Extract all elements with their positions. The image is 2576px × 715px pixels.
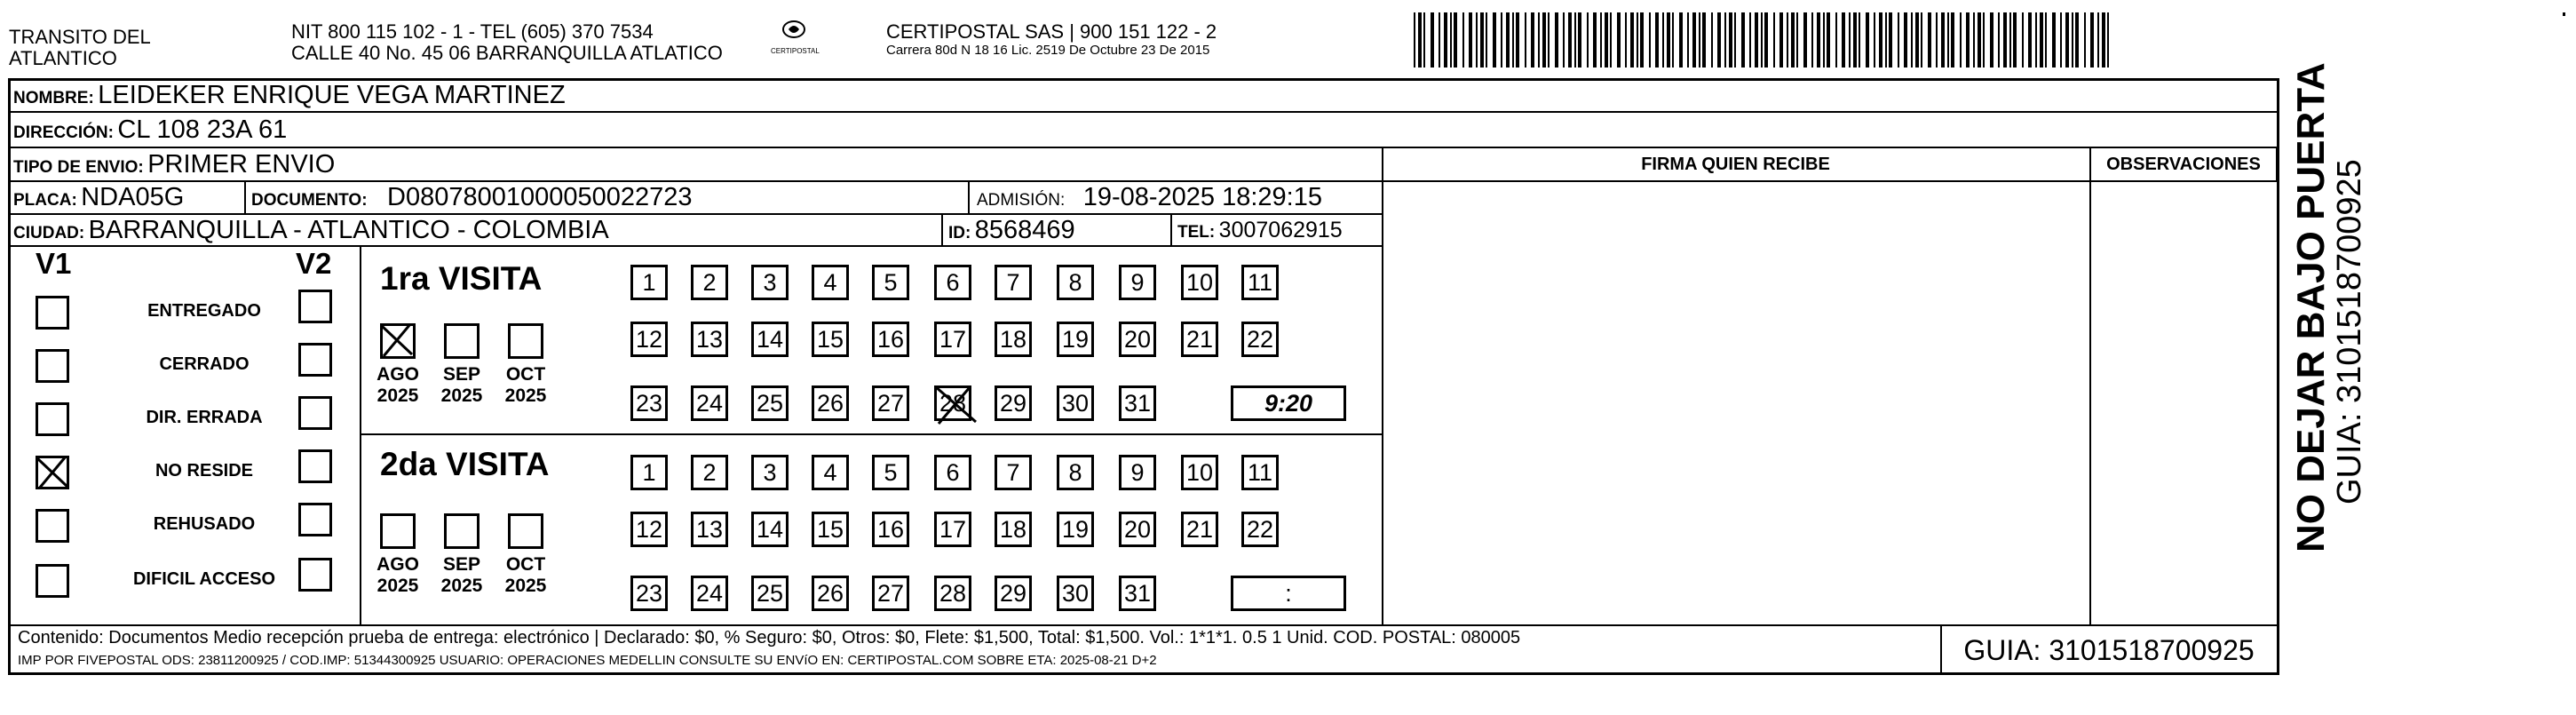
id-value: 8568469: [974, 216, 1075, 244]
barcode-bar: [1990, 12, 1993, 68]
barcode-bar: [1791, 12, 1795, 68]
day-box[interactable]: 22: [1241, 512, 1279, 547]
barcode-bar: [2084, 12, 2086, 68]
barcode-bar: [1734, 12, 1736, 68]
barcode-bar: [1516, 12, 1519, 68]
barcode-bar: [1779, 12, 1783, 68]
placa-label: PLACA:: [13, 191, 77, 210]
day-box[interactable]: 4: [812, 455, 849, 490]
day-box[interactable]: 8: [1057, 455, 1094, 490]
barcode-bar: [1637, 12, 1638, 68]
footer-imp: IMP POR FIVEPOSTAL ODS: 23811200925 / COD.IMP: 51344300925 USUARIO: OPERACIONES MEDELLIN CONSULTE SU ENVíO EN: CERTIPOSTAL.COM SOBRE ETA: 2025-08-21 D+2: [18, 653, 1157, 668]
documento-value: D08078001000050022723: [387, 183, 693, 211]
month-checkbox[interactable]: [380, 323, 416, 359]
barcode-bar: [1630, 12, 1634, 68]
barcode-bar: [1625, 12, 1627, 68]
barcode-bar: [1462, 12, 1464, 68]
field-id: [948, 217, 1075, 248]
day-box[interactable]: 1: [630, 265, 668, 300]
barcode-bar: [1729, 12, 1732, 68]
barcode-bar: [1859, 12, 1860, 68]
barcode-bar: [2102, 12, 2105, 68]
v1-header: V1: [36, 247, 72, 280]
firma-header: FIRMA QUIEN RECIBE: [1641, 155, 1830, 174]
month-name: SEP: [442, 364, 481, 385]
courier-info: [886, 21, 1217, 58]
day-box[interactable]: 25: [751, 576, 789, 611]
day-box[interactable]: 21: [1181, 322, 1218, 357]
barcode-bar: [1574, 12, 1576, 68]
barcode-bar: [2035, 12, 2037, 68]
barcode-bar: [1469, 12, 1472, 68]
barcode-bar: [1578, 12, 1581, 68]
barcode-bar: [1476, 12, 1478, 68]
day-box[interactable]: 12: [630, 322, 668, 357]
barcode-bar: [1655, 12, 1659, 68]
barcode-bar: [1486, 12, 1487, 68]
day-box[interactable]: 23: [630, 576, 668, 611]
status-v1-checkbox[interactable]: [36, 296, 69, 330]
day-box[interactable]: 18: [995, 512, 1032, 547]
day-box[interactable]: 30: [1057, 385, 1094, 421]
barcode-bar: [1649, 12, 1651, 68]
day-box[interactable]: 21: [1181, 512, 1218, 547]
barcode-bar: [1679, 12, 1683, 68]
barcode-bar: [2065, 12, 2069, 68]
month-name: OCT: [505, 554, 546, 575]
col-divider: [2089, 147, 2091, 624]
field-direccion: [13, 116, 287, 147]
placa-value: NDA05G: [81, 183, 185, 211]
barcode-bar: [1915, 12, 1919, 68]
status-label: CERRADO: [159, 354, 250, 374]
barcode-bar: [1531, 12, 1534, 68]
tel-value: 3007062915: [1218, 218, 1343, 242]
day-box[interactable]: 22: [1241, 322, 1279, 357]
day-box[interactable]: 28: [934, 576, 971, 611]
day-box[interactable]: 6: [934, 265, 971, 300]
field-ciudad: [13, 217, 609, 248]
day-box[interactable]: 13: [691, 322, 728, 357]
col-divider: [1382, 147, 1383, 624]
day-box[interactable]: 2: [691, 265, 728, 300]
barcode-bar: [2075, 12, 2079, 68]
visit-1-title: 1ra VISITA: [380, 260, 543, 297]
barcode-bar: [2009, 12, 2011, 68]
day-box[interactable]: 13: [691, 512, 728, 547]
barcode-bar: [1911, 12, 1913, 68]
barcode-bar: [1717, 12, 1721, 68]
barcode-bar: [1960, 12, 1962, 68]
barcode-bar: [2003, 12, 2007, 68]
barcode-bar: [1672, 12, 1674, 68]
sender-address: CALLE 40 No. 45 06 BARRANQUILLA ATLATICO: [291, 42, 723, 64]
day-box[interactable]: 25: [751, 385, 789, 421]
barcode-bar: [1605, 12, 1608, 68]
month-year: 2025: [440, 576, 483, 596]
cell-divider: [244, 180, 246, 213]
nombre-label: NOMBRE:: [13, 89, 94, 107]
month-checkbox[interactable]: [380, 513, 416, 549]
barcode-bar: [1563, 12, 1565, 68]
barcode-bar: [1600, 12, 1602, 68]
field-tipo: [13, 151, 335, 182]
barcode-graphic: [1412, 12, 2113, 68]
ciudad-label: CIUDAD:: [13, 224, 85, 242]
day-box[interactable]: 9: [1119, 455, 1156, 490]
month-label: [371, 364, 424, 407]
day-box[interactable]: 6: [934, 455, 971, 490]
month-label: [435, 554, 488, 597]
day-box[interactable]: 16: [872, 512, 909, 547]
day-box[interactable]: 7: [995, 265, 1032, 300]
barcode-bar: [1998, 12, 2000, 68]
month-name: AGO: [376, 364, 419, 385]
day-box[interactable]: 17: [934, 512, 971, 547]
day-box[interactable]: 26: [812, 385, 849, 421]
time-box[interactable]: :: [1231, 576, 1346, 611]
barcode-bar: [1699, 12, 1700, 68]
barcode-bar: [1538, 12, 1540, 68]
barcode-bar: [1928, 12, 1931, 68]
footer-guia: GUIA: 3101518700925: [1963, 634, 2255, 666]
barcode-bar: [2028, 12, 2032, 68]
barcode-bar: [1741, 12, 1745, 68]
month-name: AGO: [376, 554, 419, 575]
barcode-bar: [2097, 12, 2099, 68]
barcode-bar: [1587, 12, 1589, 68]
month-year: 2025: [504, 576, 547, 596]
visit-divider: [360, 433, 1382, 435]
status-v2-checkbox[interactable]: [298, 503, 332, 536]
barcode-bar: [1414, 12, 1415, 68]
day-box[interactable]: 17: [934, 322, 971, 357]
barcode-bar: [1450, 12, 1452, 68]
barcode-bar: [1662, 12, 1664, 68]
barcode-bar: [1501, 12, 1502, 68]
barcode-bar: [1555, 12, 1558, 68]
barcode-bar: [1904, 12, 1907, 68]
day-box[interactable]: 27: [872, 385, 909, 421]
barcode-bar: [1885, 12, 1887, 68]
day-box[interactable]: 30: [1057, 576, 1094, 611]
footer-contenido: Contenido: Documentos Medio recepción prueba de entrega: electrónico | Declarado: $0, % Seguro: $0, Otros: $0, Flete: $1,500, Total: $1,500. Vol.: 1*1*1. 0.5 1 Unid. COD. POSTAL: 080005: [18, 628, 1521, 647]
observaciones-header: OBSERVACIONES: [2106, 155, 2261, 174]
day-box[interactable]: 12: [630, 512, 668, 547]
day-box[interactable]: 10: [1181, 455, 1218, 490]
day-box[interactable]: 14: [751, 512, 789, 547]
barcode: [1412, 12, 2113, 68]
barcode-bar: [1889, 12, 1892, 68]
month-year: 2025: [376, 385, 419, 406]
cell-divider: [1170, 213, 1172, 245]
day-box[interactable]: 4: [812, 265, 849, 300]
month-label: [371, 554, 424, 597]
status-label: NO RESIDE: [155, 461, 254, 481]
month-year: 2025: [440, 385, 483, 406]
month-label: [499, 554, 552, 597]
month-name: SEP: [442, 554, 481, 575]
barcode-bar: [1593, 12, 1597, 68]
month-checkbox[interactable]: [508, 513, 543, 549]
day-box[interactable]: 11: [1241, 455, 1279, 490]
documento-label: DOCUMENTO:: [251, 191, 368, 210]
day-box[interactable]: 18: [995, 322, 1032, 357]
day-box[interactable]: 31: [1119, 385, 1156, 421]
day-box[interactable]: 23: [630, 385, 668, 421]
barcode-bar: [1755, 12, 1758, 68]
day-box[interactable]: 24: [691, 385, 728, 421]
day-box[interactable]: 19: [1057, 322, 1094, 357]
time-box[interactable]: 9:20: [1231, 385, 1346, 421]
status-v1-checkbox[interactable]: [36, 509, 69, 543]
status-v1-checkbox[interactable]: [36, 402, 69, 436]
barcode-bar: [1525, 12, 1526, 68]
day-box[interactable]: 16: [872, 322, 909, 357]
day-box[interactable]: 15: [812, 322, 849, 357]
day-box[interactable]: 7: [995, 455, 1032, 490]
status-v1-checkbox[interactable]: [36, 456, 69, 489]
month-year: 2025: [376, 576, 419, 596]
day-box[interactable]: 3: [751, 455, 789, 490]
tipo-value: PRIMER ENVIO: [147, 150, 336, 179]
v2-header: V2: [296, 247, 332, 280]
barcode-bar: [1454, 12, 1457, 68]
status-label: DIFICIL ACCESO: [132, 569, 275, 589]
barcode-bar: [1973, 12, 1975, 68]
barcode-bar: [1866, 12, 1869, 68]
day-box[interactable]: 2: [691, 455, 728, 490]
barcode-bar: [1787, 12, 1788, 68]
barcode-bar: [1692, 12, 1696, 68]
day-box[interactable]: 5: [872, 455, 909, 490]
day-box[interactable]: 15: [812, 512, 849, 547]
status-v1-checkbox[interactable]: [36, 564, 69, 598]
ciudad-value: BARRANQUILLA - ATLANTICO - COLOMBIA: [88, 216, 609, 244]
barcode-bar: [1966, 12, 1970, 68]
edge-mark: [2563, 12, 2565, 16]
day-box[interactable]: 5: [872, 265, 909, 300]
day-box[interactable]: 19: [1057, 512, 1094, 547]
side-warning: NO DEJAR BAJO PUERTA: [2289, 62, 2333, 552]
barcode-bar: [1796, 12, 1798, 68]
barcode-bar: [1936, 12, 1938, 68]
month-checkbox[interactable]: [508, 323, 543, 359]
cell-divider: [968, 180, 970, 213]
day-box[interactable]: 24: [691, 576, 728, 611]
barcode-bar: [1687, 12, 1689, 68]
status-v2-checkbox[interactable]: [298, 449, 332, 483]
month-name: OCT: [505, 364, 546, 385]
barcode-bar: [1835, 12, 1837, 68]
barcode-bar: [1951, 12, 1954, 68]
barcode-bar: [1548, 12, 1550, 68]
barcode-bar: [1898, 12, 1899, 68]
month-checkbox[interactable]: [444, 513, 480, 549]
day-box[interactable]: 27: [872, 576, 909, 611]
barcode-bar: [1439, 12, 1440, 68]
barcode-bar: [1773, 12, 1775, 68]
barcode-bar: [1711, 12, 1713, 68]
day-box[interactable]: 11: [1241, 265, 1279, 300]
barcode-bar: [2090, 12, 2094, 68]
barcode-bar: [2013, 12, 2017, 68]
barcode-bar: [1947, 12, 1949, 68]
day-box[interactable]: 3: [751, 265, 789, 300]
sender-nit: NIT 800 115 102 - 1 - TEL (605) 370 7534: [291, 20, 654, 43]
footer-divider: [8, 624, 2279, 626]
field-placa: [13, 184, 184, 215]
admision-label: ADMISIÓN:: [977, 191, 1066, 210]
status-v2-checkbox[interactable]: [298, 290, 332, 323]
barcode-bar: [1480, 12, 1484, 68]
check-mark-icon: [378, 321, 417, 360]
sender-info: [291, 21, 723, 64]
status-v2-checkbox[interactable]: [298, 558, 332, 592]
row-divider: [8, 147, 2279, 148]
logo-icon: [779, 20, 809, 43]
barcode-bar: [1610, 12, 1612, 68]
barcode-bar: [1431, 12, 1434, 68]
barcode-bar: [1512, 12, 1514, 68]
barcode-bar: [1418, 12, 1422, 68]
day-box[interactable]: 29: [995, 385, 1032, 421]
visit-2-title: 2da VISITA: [380, 446, 550, 482]
admision-value: 19-08-2025 18:29:15: [1082, 183, 1322, 211]
field-nombre: [13, 82, 566, 113]
status-v2-checkbox[interactable]: [298, 343, 332, 377]
barcode-bar: [1667, 12, 1670, 68]
month-year: 2025: [504, 385, 547, 406]
check-mark-icon: [931, 383, 985, 427]
barcode-bar: [2040, 12, 2043, 68]
barcode-bar: [1617, 12, 1621, 68]
status-v1-checkbox[interactable]: [36, 349, 69, 383]
barcode-bar: [1702, 12, 1706, 68]
status-label: ENTREGADO: [147, 301, 261, 321]
barcode-bar: [1879, 12, 1882, 68]
barcode-bar: [1444, 12, 1447, 68]
day-box[interactable]: 14: [751, 322, 789, 357]
barcode-bar: [1827, 12, 1830, 68]
barcode-bar: [1568, 12, 1572, 68]
month-label: [435, 364, 488, 407]
barcode-bar: [1811, 12, 1813, 68]
courier-name: CERTIPOSTAL SAS | 900 151 122 - 2: [886, 20, 1217, 43]
barcode-bar: [1640, 12, 1644, 68]
day-box[interactable]: 20: [1119, 512, 1156, 547]
nombre-value: LEIDEKER ENRIQUE VEGA MARTINEZ: [98, 81, 566, 109]
id-label: ID:: [948, 224, 971, 242]
barcode-bar: [1764, 12, 1768, 68]
barcode-bar: [1874, 12, 1875, 68]
day-box[interactable]: 20: [1119, 322, 1156, 357]
barcode-bar: [1978, 12, 1981, 68]
row-divider: [8, 180, 2279, 182]
field-documento: [251, 184, 693, 215]
check-mark-icon: [34, 453, 73, 492]
sender-line-1: TRANSITO DEL: [9, 26, 151, 48]
certipostal-logo: [771, 20, 820, 55]
month-label: [499, 364, 552, 407]
cell-divider: [941, 213, 943, 245]
barcode-bar: [2072, 12, 2073, 68]
visit-col-divider: [360, 245, 361, 624]
field-tel: [1177, 217, 1343, 247]
barcode-bar: [2107, 12, 2109, 68]
day-box[interactable]: 31: [1119, 576, 1156, 611]
barcode-bar: [1542, 12, 1546, 68]
barcode-bar: [1823, 12, 1825, 68]
barcode-bar: [1493, 12, 1496, 68]
barcode-bar: [1724, 12, 1726, 68]
barcode-bar: [1842, 12, 1845, 68]
direccion-value: CL 108 23A 61: [117, 115, 288, 144]
sender-name: [9, 27, 151, 69]
tel-label: TEL:: [1177, 223, 1216, 242]
barcode-bar: [1849, 12, 1851, 68]
barcode-bar: [2022, 12, 2024, 68]
day-box[interactable]: 29: [995, 576, 1032, 611]
day-box[interactable]: 26: [812, 576, 849, 611]
col-divider: [2276, 147, 2278, 182]
barcode-bar: [1941, 12, 1945, 68]
barcode-bar: [2052, 12, 2056, 68]
barcode-bar: [1921, 12, 1922, 68]
barcode-bar: [1761, 12, 1763, 68]
barcode-bar: [1983, 12, 1985, 68]
barcode-bar: [1423, 12, 1425, 68]
barcode-bar: [2045, 12, 2047, 68]
field-admision: [977, 184, 1322, 215]
day-box[interactable]: 28: [934, 385, 971, 421]
barcode-bar: [1803, 12, 1807, 68]
status-label: REHUSADO: [153, 514, 256, 534]
day-box[interactable]: 9: [1119, 265, 1156, 300]
barcode-bar: [2060, 12, 2062, 68]
day-box[interactable]: 8: [1057, 265, 1094, 300]
barcode-bar: [1853, 12, 1857, 68]
status-label: DIR. ERRADA: [146, 408, 263, 427]
barcode-bar: [1506, 12, 1510, 68]
status-v2-checkbox[interactable]: [298, 396, 332, 430]
barcode-bar: [1749, 12, 1751, 68]
courier-license: Carrera 80d N 18 16 Lic. 2519 De Octubre 23 De 2015: [886, 43, 1210, 58]
barcode-bar: [1817, 12, 1820, 68]
logo-text: CERTIPOSTAL: [771, 47, 820, 55]
month-checkbox[interactable]: [444, 323, 480, 359]
side-guia: GUIA: 3101518700925: [2331, 159, 2368, 504]
tipo-label: TIPO DE ENVIO:: [13, 158, 144, 177]
day-box[interactable]: 10: [1181, 265, 1218, 300]
day-box[interactable]: 1: [630, 455, 668, 490]
sender-line-2: ATLANTICO: [9, 47, 117, 69]
direccion-label: DIRECCIÓN:: [13, 123, 114, 142]
